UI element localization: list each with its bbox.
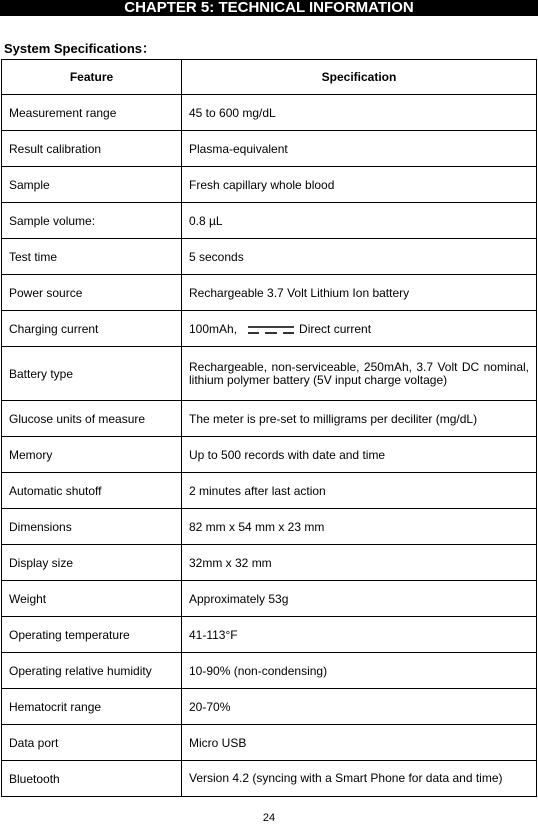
specification-cell: Micro USB: [182, 725, 537, 761]
specification-cell: 0.8 µL: [182, 203, 537, 239]
feature-cell: Charging current: [2, 311, 182, 347]
specification-cell: The meter is pre-set to milligrams per deciliter (mg/dL): [182, 401, 537, 437]
feature-cell: Sample volume:: [2, 203, 182, 239]
table-header-row: [2, 60, 537, 95]
table-row: [2, 131, 537, 167]
feature-cell: Result calibration: [2, 131, 182, 167]
specification-cell: 45 to 600 mg/dL: [182, 95, 537, 131]
direct-current-icon: [247, 324, 295, 334]
feature-cell: Measurement range: [2, 95, 182, 131]
specification-cell: Rechargeable, non-serviceable, 250mAh, 3.7 Volt DC nominal, lithium polymer battery (5V input charge voltage): [182, 347, 537, 401]
table-row: [2, 203, 537, 239]
table-row: [2, 239, 537, 275]
table-row: [2, 347, 537, 401]
table-row: [2, 581, 537, 617]
feature-cell: Data port: [2, 725, 182, 761]
table-row: [2, 401, 537, 437]
specification-cell: 41-113°F: [182, 617, 537, 653]
specification-cell: Rechargeable 3.7 Volt Lithium Ion battery: [182, 275, 537, 311]
feature-cell: Glucose units of measure: [2, 401, 182, 437]
table-row: [2, 689, 537, 725]
feature-cell: Sample: [2, 167, 182, 203]
specification-cell: 5 seconds: [182, 239, 537, 275]
table-row: [2, 95, 537, 131]
feature-cell: Hematocrit range: [2, 689, 182, 725]
feature-cell: Test time: [2, 239, 182, 275]
table-row: [2, 275, 537, 311]
specification-cell: 2 minutes after last action: [182, 473, 537, 509]
feature-cell: Weight: [2, 581, 182, 617]
table-row: [2, 725, 537, 761]
feature-cell: Automatic shutoff: [2, 473, 182, 509]
specification-cell: [182, 311, 537, 347]
feature-cell: Battery type: [2, 347, 182, 401]
feature-cell: Operating temperature: [2, 617, 182, 653]
specification-cell: Approximately 53g: [182, 581, 537, 617]
feature-cell: Memory: [2, 437, 182, 473]
specification-cell: 32mm x 32 mm: [182, 545, 537, 581]
specification-cell: Up to 500 records with date and time: [182, 437, 537, 473]
table-row: [2, 653, 537, 689]
page-number: 24: [262, 812, 276, 824]
table-row: [2, 473, 537, 509]
feature-cell: Bluetooth: [2, 761, 182, 797]
specification-cell: Version 4.2 (syncing with a Smart Phone for data and time): [182, 761, 537, 797]
table-row: [2, 509, 537, 545]
feature-cell: Display size: [2, 545, 182, 581]
table-row: [2, 545, 537, 581]
column-header-feature: Feature: [2, 60, 182, 95]
feature-cell: Operating relative humidity: [2, 653, 182, 689]
table-row: [2, 167, 537, 203]
specification-cell: Plasma-equivalent: [182, 131, 537, 167]
section-title: System Specifications：: [4, 41, 155, 56]
table-row: [2, 311, 537, 347]
feature-cell: Dimensions: [2, 509, 182, 545]
table-row: [2, 761, 537, 797]
table-row: [2, 617, 537, 653]
table-row: [2, 437, 537, 473]
charging-current-value: 100mAh,: [189, 321, 238, 336]
specification-cell: 82 mm x 54 mm x 23 mm: [182, 509, 537, 545]
specifications-table: [1, 59, 537, 797]
specification-cell: 10-90% (non-condensing): [182, 653, 537, 689]
direct-current-label: Direct current: [299, 321, 372, 336]
feature-cell: Power source: [2, 275, 182, 311]
specification-cell: 20-70%: [182, 689, 537, 725]
specification-cell: Fresh capillary whole blood: [182, 167, 537, 203]
column-header-specification: Specification: [182, 60, 537, 95]
chapter-title: CHAPTER 5: TECHNICAL INFORMATION: [0, 0, 538, 16]
